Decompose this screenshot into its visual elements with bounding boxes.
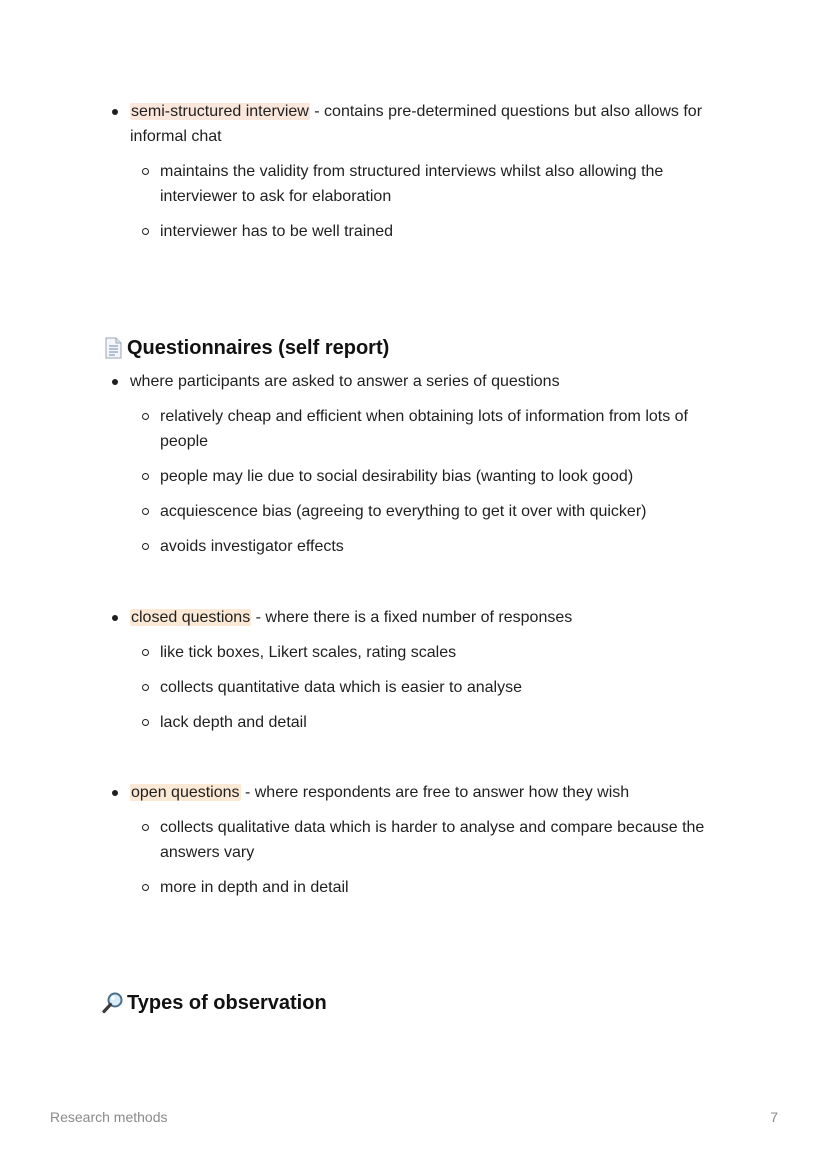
page-icon [101, 336, 125, 360]
sub-list-item [160, 219, 735, 244]
sub-list-item [160, 815, 735, 865]
sub-list-item [160, 710, 735, 735]
sub-item-text: maintains the validity from structured interviews whilst also allowing the interviewer to ask for elaboration [160, 163, 664, 205]
bullet-dot [112, 379, 118, 385]
bullet-dot [112, 790, 118, 796]
hollow-bullet [142, 649, 149, 656]
bullet-dot [112, 109, 118, 115]
sub-list [130, 815, 740, 900]
sub-list [130, 640, 740, 735]
sub-list-item [160, 640, 735, 665]
heading-text: Types of observation [127, 992, 327, 1014]
item-text: - where there is a fixed number of responses [251, 609, 573, 626]
highlighted-term: semi-structured interview [131, 103, 309, 120]
highlighted-term: closed questions [131, 609, 251, 626]
bullet-list [0, 369, 828, 559]
questionnaires-intro-block [0, 369, 828, 559]
sub-item-text: collects quantitative data which is easier to analyse [160, 679, 522, 696]
hollow-bullet [142, 168, 149, 175]
sub-list-item [160, 159, 735, 209]
sub-list [130, 404, 740, 559]
observation-heading [101, 989, 327, 1017]
sub-item-text: avoids investigator effects [160, 538, 344, 555]
sub-item-text: interviewer has to be well trained [160, 223, 394, 240]
questionnaires-heading [101, 334, 389, 362]
footer-title: Research methods [50, 1109, 168, 1125]
hollow-bullet [142, 684, 149, 691]
sub-item-text: acquiescence bias (agreeing to everything to get it over with quicker) [160, 503, 647, 520]
hollow-bullet [142, 228, 149, 235]
sub-list-item [160, 404, 735, 454]
item-text: where participants are asked to answer a series of questions [130, 373, 560, 390]
item-text: - contains pre-determined questions but also allows for informal chat [130, 103, 703, 145]
sub-list-item [160, 499, 735, 524]
highlighted-term: open questions [131, 784, 240, 801]
sub-item-text: like tick boxes, Likert scales, rating scales [160, 644, 457, 661]
bullet-list [0, 99, 828, 244]
sub-list-item [160, 675, 735, 700]
list-item [130, 605, 740, 735]
hollow-bullet [142, 413, 149, 420]
semi-structured-block [0, 99, 828, 244]
sub-item-text: relatively cheap and efficient when obtaining lots of information from lots of people [160, 408, 688, 450]
list-item [130, 99, 740, 244]
sub-list-item [160, 464, 735, 489]
hollow-bullet [142, 719, 149, 726]
hollow-bullet [142, 884, 149, 891]
hollow-bullet [142, 824, 149, 831]
list-item [130, 780, 740, 900]
sub-item-text: more in depth and in detail [160, 879, 349, 896]
closed-questions-block [0, 605, 828, 735]
hollow-bullet [142, 543, 149, 550]
item-text: - where respondents are free to answer how they wish [240, 784, 630, 801]
open-questions-block [0, 780, 828, 900]
page-number: 7 [770, 1109, 778, 1125]
sub-item-text: people may lie due to social desirability bias (wanting to look good) [160, 468, 634, 485]
sub-item-text: lack depth and detail [160, 714, 307, 731]
bullet-dot [112, 615, 118, 621]
hollow-bullet [142, 473, 149, 480]
heading-text: Questionnaires (self report) [127, 337, 390, 359]
bullet-list [0, 780, 828, 900]
bullet-list [0, 605, 828, 735]
sub-item-text: collects qualitative data which is harder to analyse and compare because the answers vary [160, 819, 705, 861]
magnifier-icon [101, 991, 125, 1015]
sub-list [130, 159, 740, 244]
list-item [130, 369, 740, 559]
hollow-bullet [142, 508, 149, 515]
sub-list-item [160, 875, 735, 900]
sub-list-item [160, 534, 735, 559]
